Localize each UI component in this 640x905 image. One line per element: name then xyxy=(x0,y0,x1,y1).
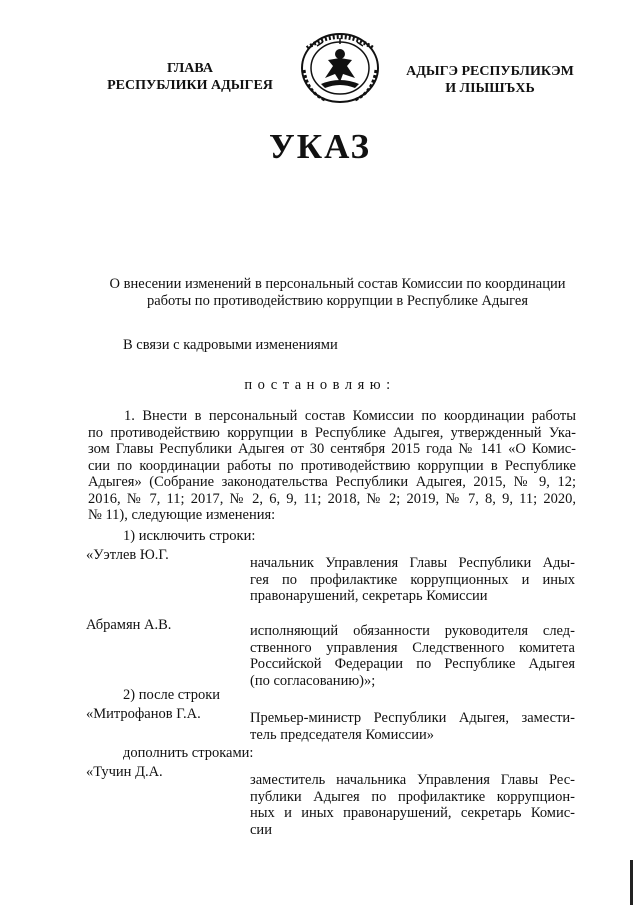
subitem-1-label: 1) исключить строки: xyxy=(123,528,256,544)
paragraph-line: № 11), следующие изменения: xyxy=(88,507,276,523)
paragraph-line: сии по координации работы по противодействию коррупции в Республике xyxy=(88,457,576,474)
decree-word: постановляю: xyxy=(244,377,396,393)
paragraph-line: 1. Внести в персональный состав Комиссии по координации работы xyxy=(124,408,576,424)
person-name: «Тучин Д.А. xyxy=(86,764,163,780)
header-left-line2: РЕСПУБЛИКИ АДЫГЕЯ xyxy=(107,78,273,93)
subitem-2-label: 2) после строки xyxy=(123,687,221,703)
header-right-line1: АДЫГЭ РЕСПУБЛИКЭМ xyxy=(406,64,574,79)
document-type-title: УКАЗ xyxy=(269,127,371,166)
paragraph-1 xyxy=(88,408,576,524)
role-line: (по согласованию)»; xyxy=(250,672,376,689)
role-line: заместитель начальника Управления Главы Рес- xyxy=(250,772,575,788)
paragraph-line: по противодействию коррупции в Республике Адыгея, утвержденный Ука- xyxy=(88,424,576,441)
intro-sentence: В связи с кадровыми изменениями xyxy=(123,337,338,353)
decree-subject xyxy=(100,276,575,309)
person-role xyxy=(250,623,575,689)
role-line: Премьер-министр Республики Адыгея, замести- xyxy=(250,710,575,726)
role-line: Российской Федерации по Республике Адыгея xyxy=(250,656,575,672)
header-left-line1: ГЛАВА xyxy=(167,61,213,76)
role-line: ных и иных правонарушений, секретарь Комис- xyxy=(250,805,575,821)
role-line: тель председателя Комиссии» xyxy=(250,726,434,743)
paragraph-line: Адыгея» (Собрание законодательства Республики Адыгея, 2015, № 9, 12; xyxy=(88,474,576,490)
person-role xyxy=(250,772,575,838)
role-line: ственного управления Следственного комитета xyxy=(250,639,575,656)
role-line: исполняющий обязанности руководителя след- xyxy=(250,623,575,639)
person-name: «Митрофанов Г.А. xyxy=(86,706,201,722)
adygea-coat-of-arms-icon xyxy=(295,30,385,110)
person-role xyxy=(250,710,575,743)
paragraph-line: зом Главы Республики Адыгея от 30 сентября 2015 года № 141 «О Комис- xyxy=(88,441,576,457)
subject-line-1: О внесении изменений в персональный состав Комиссии по координации xyxy=(109,276,566,292)
role-line: публики Адыгея по профилактике коррупцион- xyxy=(250,788,575,805)
header-right-title xyxy=(380,63,600,97)
scan-edge-mark xyxy=(630,860,633,905)
role-line: правонарушений, секретарь Комиссии xyxy=(250,588,488,604)
role-line: сии xyxy=(250,821,272,838)
header-left-title xyxy=(80,60,300,94)
add-lines-label: дополнить строками: xyxy=(123,745,254,761)
person-name: Абрамян А.В. xyxy=(86,617,172,633)
role-line: начальник Управления Главы Республики Ады- xyxy=(250,555,575,571)
paragraph-line: 2016, № 7, 11; 2017, № 2, 6, 9, 11; 2018, № 2; 2019, № 7, 8, 9, 11; 2020, xyxy=(88,490,576,507)
person-role xyxy=(250,555,575,605)
person-name: «Уэтлев Ю.Г. xyxy=(86,547,169,563)
role-line: гея по профилактике коррупционных и иных xyxy=(250,571,575,588)
header-right-line2: И ЛІЫШЪХЬ xyxy=(445,81,535,96)
subject-line-2: работы по противодействию коррупции в Республике Адыгея xyxy=(146,292,528,309)
